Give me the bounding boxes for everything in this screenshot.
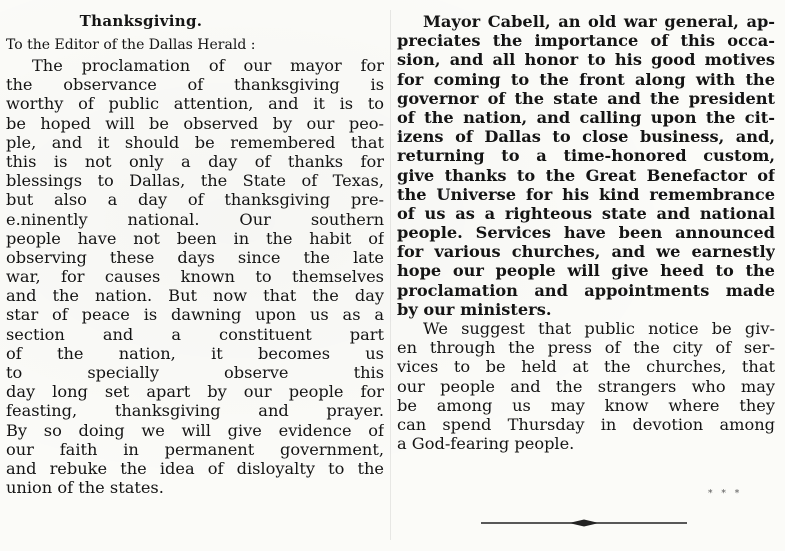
text-line: the observance of thanksgiving is — [6, 75, 384, 95]
text-line: blessings to Dallas, the State of Texas, — [6, 171, 384, 191]
text-line: day long set apart by our people for — [6, 382, 384, 402]
right-column — [397, 12, 775, 453]
text-line: our faith in permanent government, — [6, 439, 384, 459]
right-paragraph-2 — [397, 319, 775, 453]
text-line: of the nation, and calling upon the cit- — [397, 107, 775, 127]
text-line: the Universe for his kind remembrance — [397, 184, 775, 204]
right-paragraph-1 — [397, 12, 775, 319]
text-line: e.ninently national. Our southern — [6, 209, 384, 229]
text-line: and the nation. But now that the day — [6, 286, 384, 306]
text-line: our people and the strangers who may — [397, 376, 775, 396]
text-line: observing these days since the late — [6, 247, 384, 267]
text-line: but also a day of thanksgiving pre- — [6, 190, 384, 210]
text-line: hope our people will give heed to the — [397, 261, 775, 281]
text-line: We suggest that public notice be giv- — [423, 319, 775, 338]
text-line: union of the states. — [6, 478, 164, 498]
salutation: To the Editor of the Dallas Herald : — [6, 37, 256, 53]
text-line: for various churches, and we earnestly — [397, 242, 775, 262]
column-divider — [390, 10, 391, 540]
text-line: section and a constituent part — [6, 324, 384, 344]
text-line: preciates the importance of this occa- — [397, 31, 775, 51]
text-line: vices to be held at the churches, that — [397, 357, 775, 377]
text-line: sion, and all honor to his good motives — [397, 50, 775, 70]
text-line: feasting, thanksgiving and prayer. — [6, 401, 384, 421]
text-line: izens of Dallas to close business, and, — [397, 127, 775, 147]
text-line: of us as a righteous state and national — [397, 203, 775, 223]
text-line: give thanks to the Great Benefactor of — [397, 165, 775, 185]
text-line: a God-fearing people. — [397, 434, 575, 454]
text-line: can spend Thursday in devotion among — [397, 414, 775, 434]
text-line: proclamation and appointments made — [397, 280, 775, 300]
text-line: people have not been in the habit of — [6, 228, 384, 248]
text-line: en through the press of the city of ser- — [397, 338, 775, 358]
text-line: war, for causes known to themselves — [6, 267, 384, 287]
text-line: be hoped will be observed by our peo- — [6, 113, 384, 133]
text-line: of the nation, it becomes us — [6, 343, 384, 363]
text-line: worthy of public attention, and it is to — [6, 94, 384, 114]
text-line: people. Services have been announced — [397, 223, 775, 243]
text-line: star of peace is dawning upon us as a — [6, 305, 384, 325]
closing-dash-rule — [481, 519, 687, 527]
text-line: and rebuke the idea of disloyalty to the — [6, 458, 384, 478]
text-line: be among us may know where they — [397, 395, 775, 415]
text-line: for coming to the front along with the — [397, 69, 775, 89]
text-line: returning to a time-honored custom, — [397, 146, 775, 166]
text-line: this is not only a day of thanks for — [6, 151, 384, 171]
text-line: to specially observe this — [6, 363, 384, 382]
text-line: Mayor Cabell, an old war general, ap- — [423, 12, 775, 31]
signature-stars: * * * — [708, 489, 743, 499]
left-column-body — [6, 56, 384, 497]
left-column — [6, 12, 384, 497]
text-line: By so doing we will give evidence of — [6, 420, 384, 440]
text-line: ple, and it should be remembered that — [6, 132, 384, 152]
text-line: The proclamation of our mayor for — [32, 56, 384, 75]
article-title: Thanksgiving. — [79, 12, 203, 30]
text-line: by our ministers. — [397, 299, 552, 319]
text-line: governor of the state and the president — [397, 88, 775, 108]
